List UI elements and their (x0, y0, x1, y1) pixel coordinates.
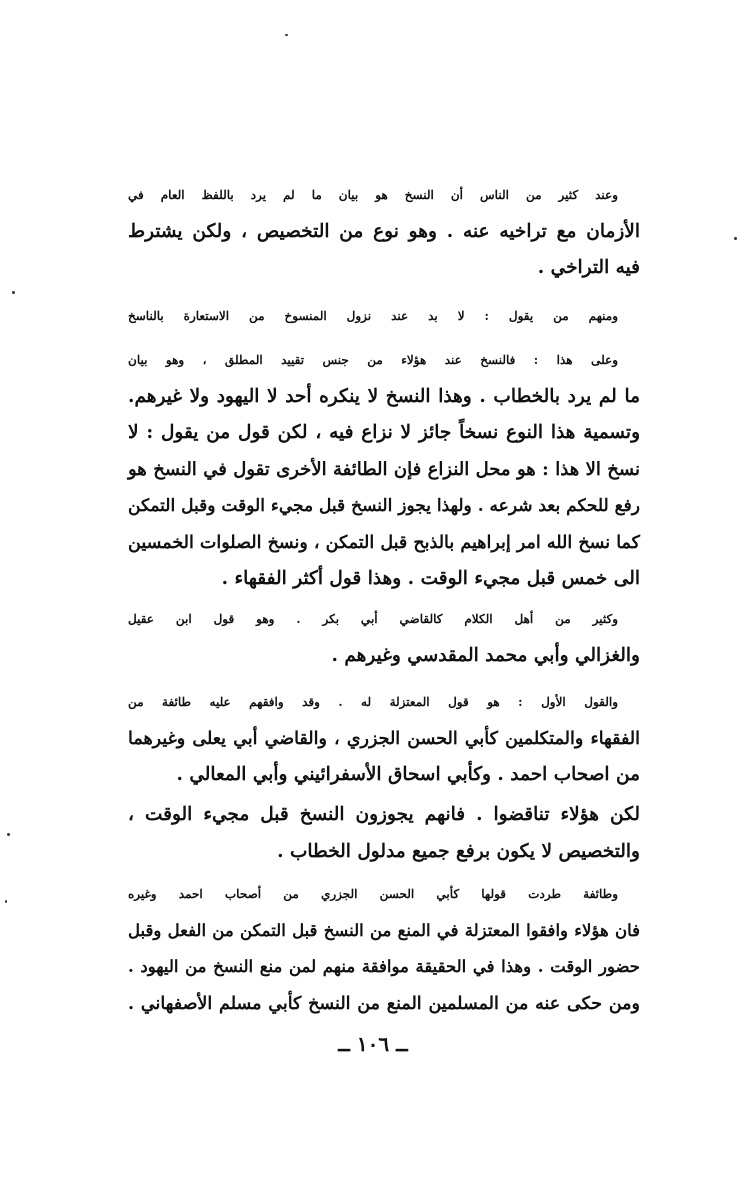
text-line: والغزالي وأبي محمد المقدسي وغيرهم . (331, 644, 640, 666)
paragraph-7 (128, 876, 640, 1022)
paragraph-4 (128, 601, 640, 674)
text-line: الفقهاء والمتكلمين كأبي الحسن الجزري ، والقاضي أبي يعلى وغيرهما (128, 728, 640, 749)
text-line: فان هؤلاء وافقوا المعتزلة في المنع من النسخ قبل التمكن من الفعل وقبل (128, 920, 640, 940)
paragraph-3 (128, 342, 640, 598)
paragraph-6 (128, 797, 640, 870)
text-line: وعلى هذا : فالنسخ عند هؤلاء من جنس تقييد المطلق ، وهو بيان (128, 353, 618, 367)
scan-speck (7, 833, 10, 836)
text-line: رفع للحكم بعد شرعه . ولهذا يجوز النسخ قبل مجيء الوقت وقبل التمكن (128, 496, 640, 516)
text-line: ومنهم من يقول : لا بد عند نزول المنسوخ من الاستعارة بالناسخ (128, 309, 618, 323)
text-line: الى خمس قبل مجيء الوقت . وهذا قول أكثر الفقهاء . (221, 568, 640, 589)
text-line: لكن هؤلاء تناقضوا . فانهم يجوزون النسخ قبل مجيء الوقت ، (128, 804, 640, 825)
text-line: حضور الوقت . وهذا في الحقيقة موافقة منهم لمن منع النسخ من اليهود . (128, 957, 640, 976)
page-number: ــ ١٠٦ ــ (338, 1032, 408, 1056)
text-line: الأزمان مع تراخيه عنه . وهو نوع من التخصيص ، ولكن يشترط (128, 220, 640, 242)
text-line: وطائفة طردت قولها كأبي الحسن الجزري من أصحاب احمد وغيره (128, 887, 618, 901)
paragraph-2 (128, 298, 640, 335)
text-line: والقول الأول : هو قول المعتزلة له . وقد وافقهم عليه طائفة من (128, 695, 618, 709)
scan-speck (12, 291, 15, 294)
text-line: والتخصيص لا يكون برفع جميع مدلول الخطاب . (277, 840, 640, 862)
scan-speck (734, 237, 737, 240)
scan-speck (5, 900, 7, 903)
text-line: ما لم يرد بالخطاب . وهذا النسخ لا ينكره أحد لا اليهود ولا غيرهم. (128, 385, 640, 407)
text-line: وتسمية هذا النوع نسخاً جائز لا نزاع فيه ، لكن قول من يقول : لا (128, 422, 640, 443)
paragraph-1 (128, 177, 640, 287)
text-line: وكثير من أهل الكلام كالقاضي أبي بكر . وهو قول ابن عقيل (128, 612, 618, 626)
scan-speck (285, 34, 288, 36)
text-line: من اصحاب احمد . وكأبي اسحاق الأسفرائيني وأبي المعالي . (176, 764, 640, 785)
text-line: كما نسخ الله امر إبراهيم بالذبح قبل التمكن ، ونسخ الصلوات الخمسين (128, 532, 640, 553)
text-line: وعند كثير من الناس أن النسخ هو بيان ما لم يرد باللفظ العام في (128, 188, 618, 202)
text-line: ومن حكى عنه من المسلمين المنع من النسخ كأبي مسلم الأصفهاني . (128, 993, 640, 1014)
paragraph-5 (128, 684, 640, 794)
text-line: فيه التراخي . (537, 257, 640, 278)
text-line: نسخ الا هذا : هو محل النزاع فإن الطائفة الأخرى تقول في النسخ هو (128, 458, 640, 480)
